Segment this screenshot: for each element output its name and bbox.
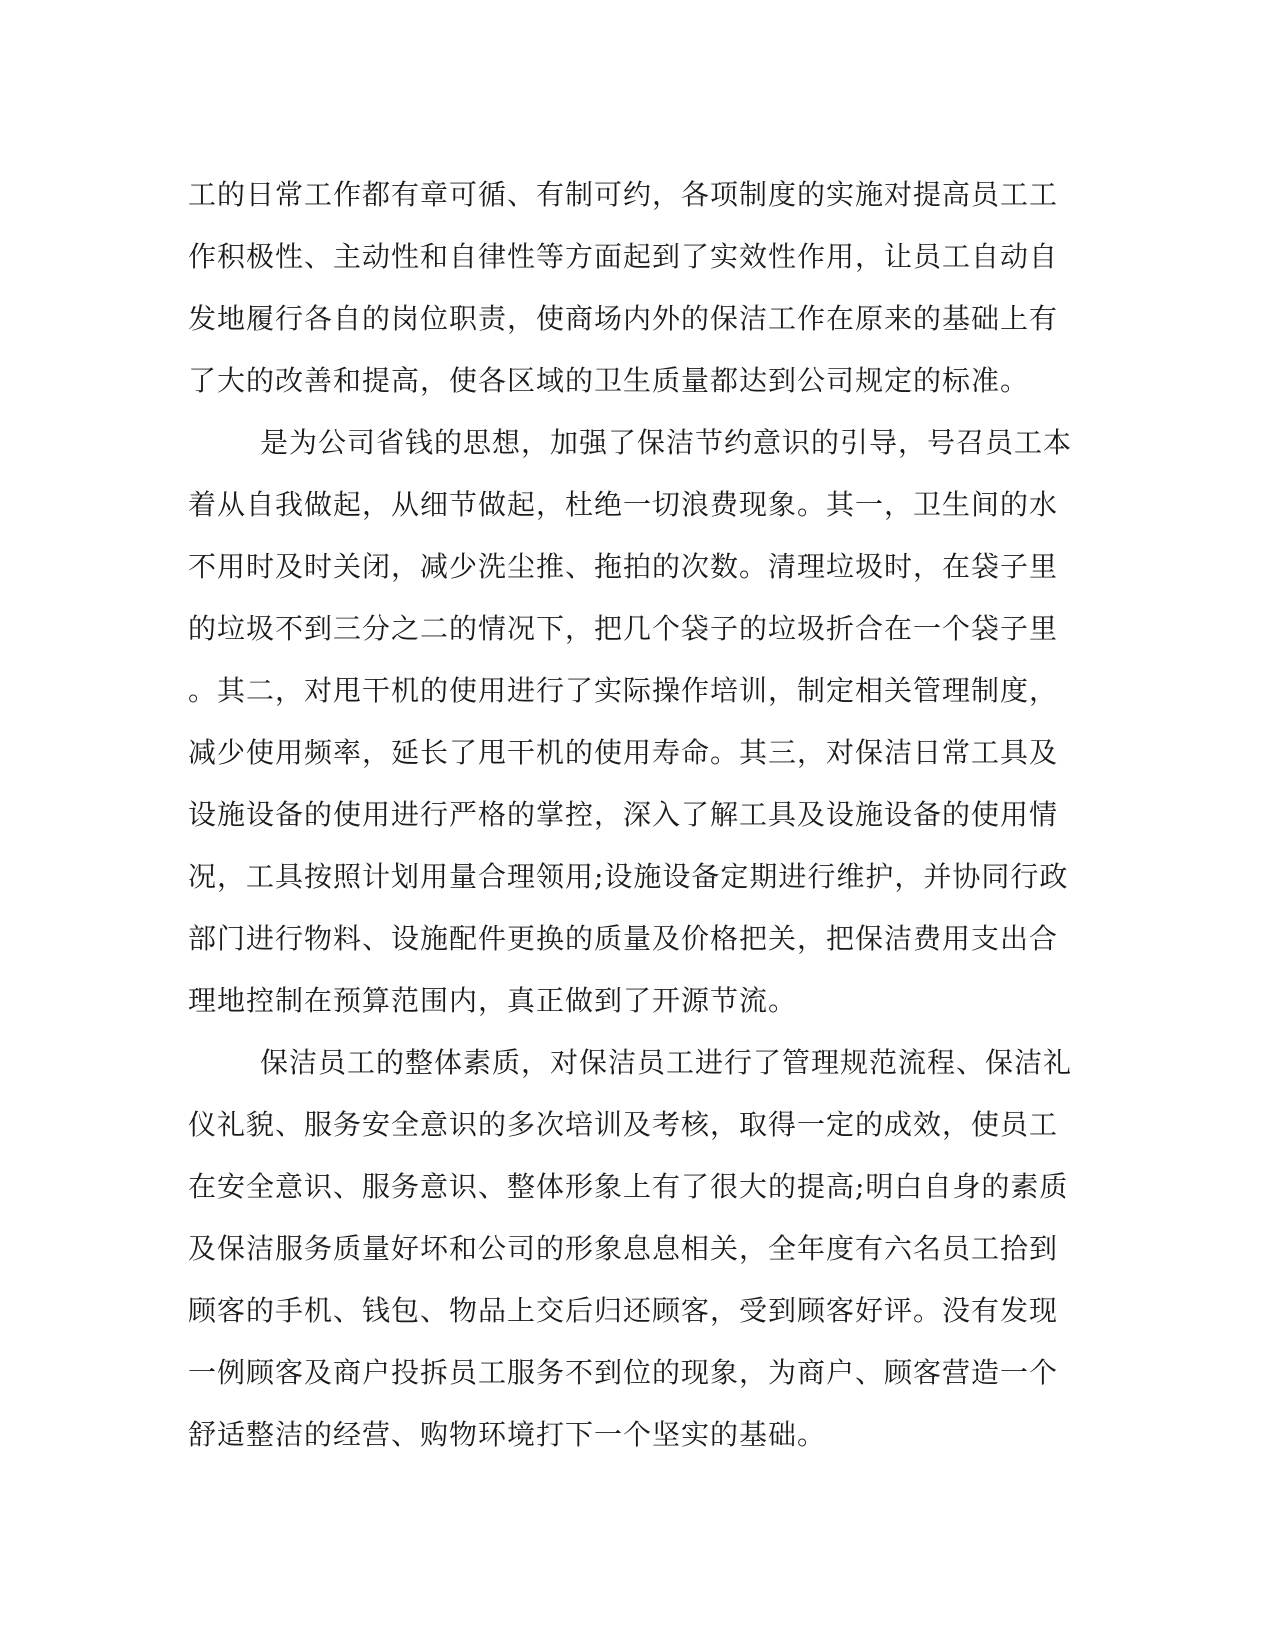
text-line: 作积极性、主动性和自律性等方面起到了实效性作用，让员工自动自 <box>188 240 1059 273</box>
text-line: 。其二，对甩干机的使用进行了实际操作培训，制定相关管理制度， <box>188 674 1059 707</box>
text-line: 是为公司省钱的思想，加强了保洁节约意识的引导，号召员工本 <box>260 426 1073 459</box>
text-line: 减少使用频率，延长了甩干机的使用寿命。其三，对保洁日常工具及 <box>188 736 1059 769</box>
text-line: 发地履行各自的岗位职责，使商场内外的保洁工作在原来的基础上有 <box>188 302 1059 335</box>
text-line: 设施设备的使用进行严格的掌控，深入了解工具及设施设备的使用情 <box>188 798 1059 831</box>
paragraph-1 <box>188 164 1068 412</box>
text-line: 顾客的手机、钱包、物品上交后归还顾客，受到顾客好评。没有发现 <box>188 1294 1059 1327</box>
text-line: 保洁员工的整体素质，对保洁员工进行了管理规范流程、保洁礼 <box>260 1046 1073 1079</box>
text-line: 况，工具按照计划用量合理领用;设施设备定期进行维护，并协同行政 <box>188 860 1069 893</box>
text-line: 理地控制在预算范围内，真正做到了开源节流。 <box>188 984 798 1017</box>
paragraph-3 <box>188 1032 1073 1466</box>
text-line: 了大的改善和提高，使各区域的卫生质量都达到公司规定的标准。 <box>188 364 1030 397</box>
text-line: 不用时及时关闭，减少洗尘推、拖拍的次数。清理垃圾时，在袋子里 <box>188 550 1059 583</box>
text-line: 着从自我做起，从细节做起，杜绝一切浪费现象。其一，卫生间的水 <box>188 488 1059 521</box>
text-line: 一例顾客及商户投拆员工服务不到位的现象，为商户、顾客营造一个 <box>188 1356 1059 1389</box>
text-line: 部门进行物料、设施配件更换的质量及价格把关，把保洁费用支出合 <box>188 922 1059 955</box>
text-line: 工的日常工作都有章可循、有制可约，各项制度的实施对提高员工工 <box>188 178 1059 211</box>
text-line: 的垃圾不到三分之二的情况下，把几个袋子的垃圾折合在一个袋子里 <box>188 612 1059 645</box>
text-line: 及保洁服务质量好坏和公司的形象息息相关，全年度有六名员工拾到 <box>188 1232 1059 1265</box>
text-line: 在安全意识、服务意识、整体形象上有了很大的提高;明白自身的素质 <box>188 1170 1069 1203</box>
document-body <box>188 164 1073 1466</box>
text-line: 舒适整洁的经营、购物环境打下一个坚实的基础。 <box>188 1418 827 1451</box>
text-line: 仪礼貌、服务安全意识的多次培训及考核，取得一定的成效，使员工 <box>188 1108 1059 1141</box>
paragraph-2 <box>188 412 1073 1032</box>
